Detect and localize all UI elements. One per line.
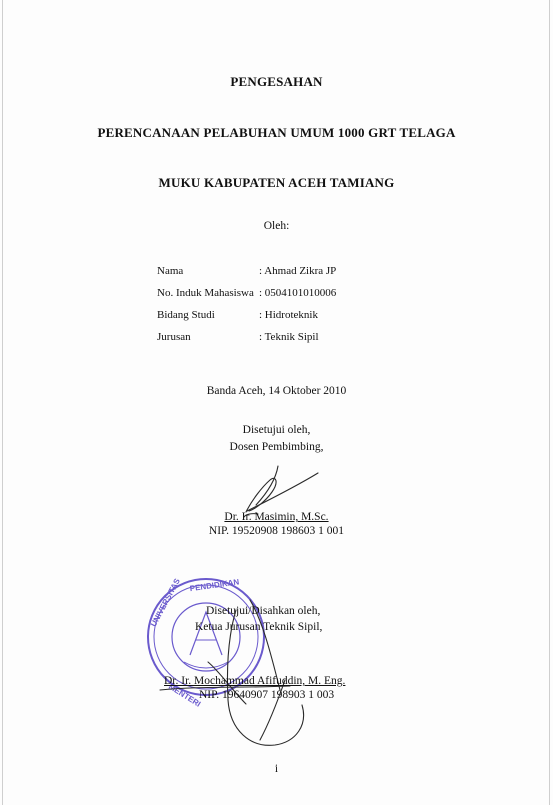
page-number: i bbox=[274, 763, 279, 775]
info-label: No. Induk Mahasiswa bbox=[157, 287, 254, 299]
info-label: Nama bbox=[157, 265, 184, 277]
ratification-line-1: Disetujui/Disahkan oleh, bbox=[206, 605, 321, 617]
place-date: Banda Aceh, 14 Oktober 2010 bbox=[206, 385, 347, 397]
supervisor-name: Dr. Ir. Masimin, M.Sc. bbox=[224, 511, 329, 523]
approval-line-2: Dosen Pembimbing, bbox=[229, 441, 324, 453]
approval-line-1: Disetujui oleh, bbox=[242, 424, 311, 436]
info-value: : Ahmad Zikra JP bbox=[259, 265, 337, 277]
supervisor-nip: NIP. 19520908 198603 1 001 bbox=[208, 525, 345, 537]
department-head-name: Dr. Ir. Mochammad Afifuddin, M. Eng. bbox=[164, 675, 346, 687]
info-value: : Hidroteknik bbox=[259, 309, 318, 321]
info-label: Bidang Studi bbox=[157, 309, 215, 321]
department-head-nip: NIP. 19640907 198903 1 003 bbox=[199, 689, 335, 701]
stamp-text-left: UNIVERSITAS bbox=[149, 577, 182, 629]
by-label: Oleh: bbox=[263, 220, 290, 232]
title-line-1: PERENCANAAN PELABUHAN UMUM 1000 GRT TELAGA bbox=[97, 125, 456, 140]
info-value: : 0504101010006 bbox=[259, 287, 337, 299]
title-line-2: MUKU KABUPATEN ACEH TAMIANG bbox=[158, 175, 395, 190]
stamp-text-top: PENDIDIKAN bbox=[189, 577, 240, 594]
ratification-line-2: Ketua Jurusan Teknik Sipil, bbox=[195, 621, 323, 633]
stamp-text-bottom: MENTERI bbox=[166, 682, 203, 709]
page-heading: PENGESAHAN bbox=[230, 74, 323, 89]
info-label: Jurusan bbox=[157, 331, 191, 343]
info-value: : Teknik Sipil bbox=[259, 331, 319, 343]
